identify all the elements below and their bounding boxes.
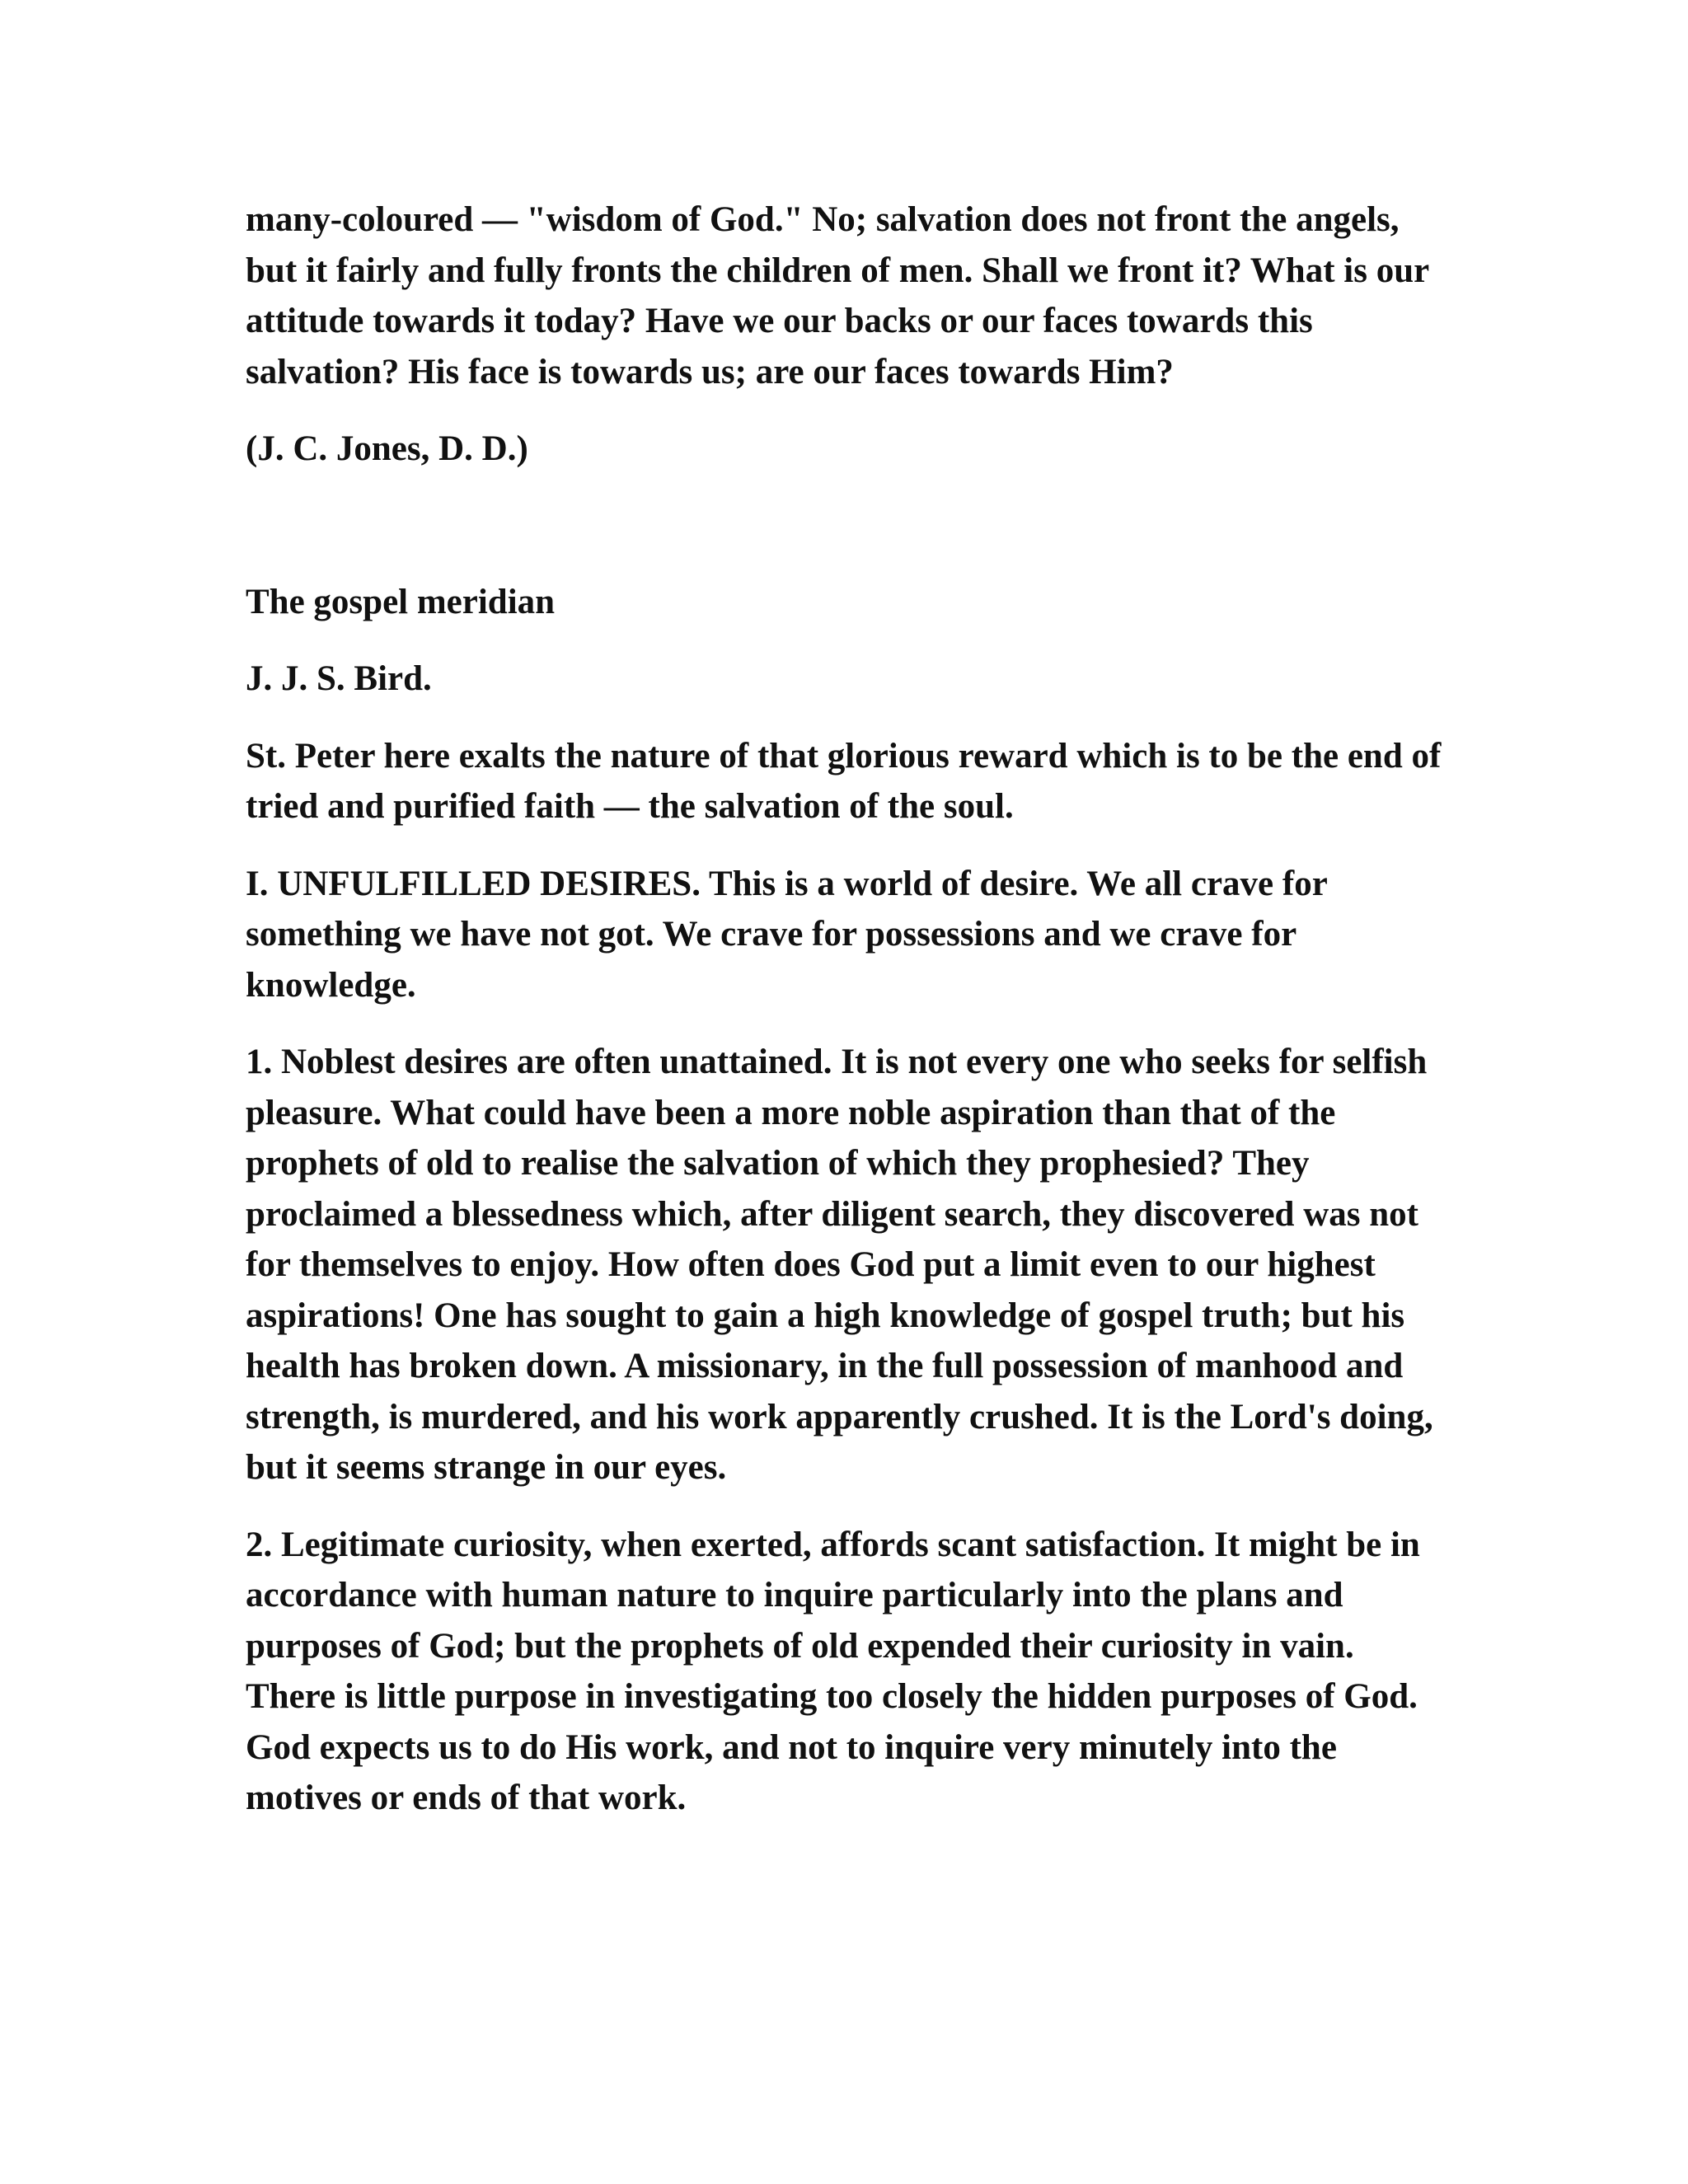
paragraph-intro: St. Peter here exalts the nature of that glorious reward which is to be the end of tried and purified faith — the salvation of the soul. <box>246 736 1442 826</box>
paragraph-continuation: many-coloured — "wisdom of God." No; salvation does not front the angels, but it fairly and fully fronts the children of men. Shall we front it? What is our attitude towards it today? Have we our backs or our faces towards this salvation? His face is towards us; are our faces towards Him? <box>246 200 1429 391</box>
section-author: J. J. S. Bird. <box>246 659 432 698</box>
document-page <box>246 194 1449 1824</box>
citation: (J. C. Jones, D. D.) <box>246 429 528 468</box>
paragraph-unfulfilled-desires: I. UNFULFILLED DESIRES. This is a world of desire. We all crave for something we have not got. We crave for possessions and we crave for knowledge. <box>246 864 1328 1005</box>
paragraph-point-1: 1. Noblest desires are often unattained. It is not every one who seeks for selfish pleasure. What could have been a more noble aspiration than that of the prophets of old to realise the salvation of which they prophesied? They proclaimed a blessedness which, after diligent search, they discovered was not for themselves to enjoy. How often does God put a limit even to our highest aspirations! One has sought to gain a high knowledge of gospel truth; but his health has broken down. A missionary, in the full possession of manhood and strength, is murdered, and his work apparently crushed. It is the Lord's doing, but it seems strange in our eyes. <box>246 1043 1433 1487</box>
paragraph-point-2: 2. Legitimate curiosity, when exerted, affords scant satisfaction. It might be in accordance with human nature to inquire particularly into the plans and purposes of God; but the prophets of old expended their curiosity in vain. There is little purpose in investigating too closely the hidden purposes of God. God expects us to do His work, and not to inquire very minutely into the motives or ends of that work. <box>246 1525 1420 1817</box>
section-heading: The gospel meridian <box>246 582 556 621</box>
